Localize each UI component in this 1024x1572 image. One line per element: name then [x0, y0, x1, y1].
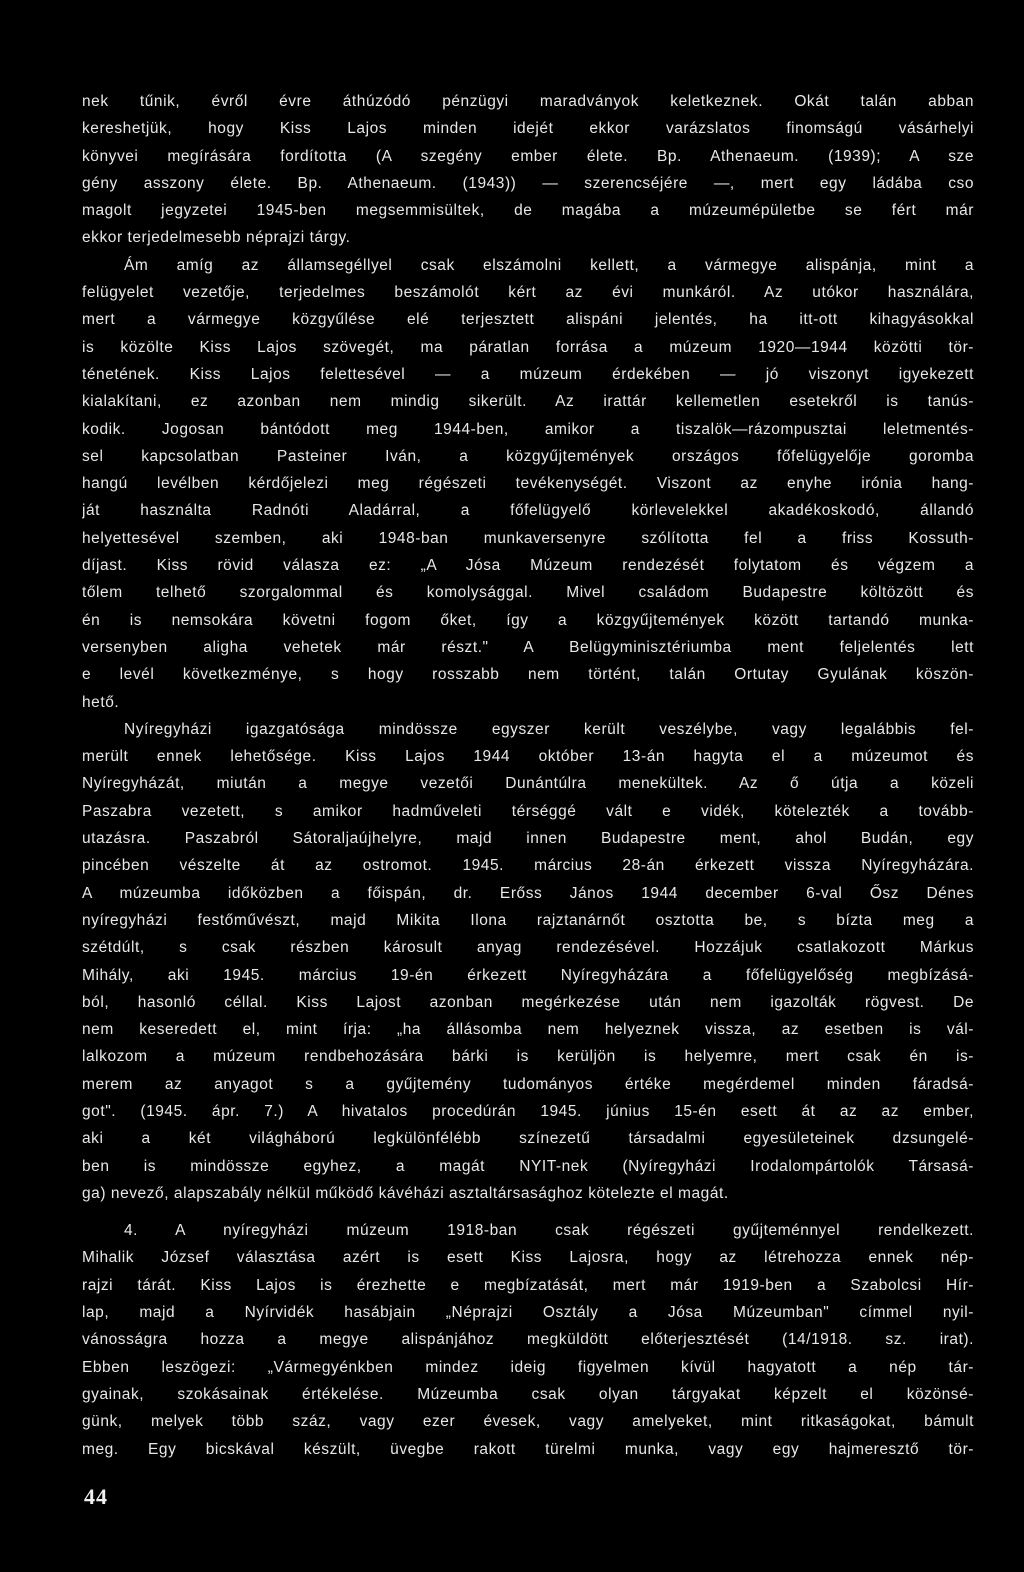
text-line: helyettesével szemben, aki 1948-ban munkaversenyre szólította fel a friss Kossuth-	[82, 529, 974, 547]
text-line: ténetének. Kiss Lajos felettesével — a múzeum érdekében — jó viszonyt igyekezett	[82, 365, 974, 383]
text-line: gyainak, szokásainak értékelése. Múzeumba csak olyan tárgyakat képzelt el közönsé-	[82, 1385, 974, 1403]
text-line: Mihály, aki 1945. március 19-én érkezett Nyíregyházára a főfelügyelőség megbízásá-	[82, 966, 974, 984]
text-line: merült ennek lehetősége. Kiss Lajos 1944 október 13-án hagyta el a múzeumot és	[82, 748, 974, 766]
text-line: hangú levélben kérdőjelezi meg régészeti tevékenységét. Viszont az enyhe irónia hang-	[82, 475, 974, 493]
text-line: gény asszony élete. Bp. Athenaeum. (1943)) — szerencséjére —, mert egy ládába cso	[82, 174, 974, 192]
text-line: vánosságra hozza a megye alispánjához megküldött előterjesztését (14/1918. sz. irat).	[82, 1331, 974, 1349]
text-line: felügyelet vezetője, terjedelmes beszámolót kért az évi munkáról. Az utókor használára,	[82, 284, 974, 302]
text-line: díjast. Kiss rövid válasza ez: „A Jósa Múzeum rendezését folytatom és végzem a	[82, 557, 974, 575]
text-line: én is nemsokára követni fogom őket, így a közgyűjtemények között tartandó munka-	[82, 611, 974, 629]
text-line: Paszabra vezetett, s amikor hadműveleti térséggé vált e vidék, kötelezték a tovább-	[82, 802, 974, 820]
text-line: ben is mindössze egyhez, a magát NYIT-nek (Nyíregyházi Irodalompártolók Társasá-	[82, 1157, 974, 1175]
text-line: meg. Egy bicskával készült, üvegbe rakott türelmi munka, vagy egy hajmeresztő tör-	[82, 1440, 974, 1458]
paragraph-3	[82, 716, 974, 1207]
text-line: ga) nevező, alapszabály nélkül működő kávéházi asztaltársasághoz kötelezte el magát.	[82, 1184, 729, 1202]
text-line: günk, melyek több száz, vagy ezer évesek, vagy amelyeket, mint ritkaságokat, bámult	[82, 1413, 974, 1431]
text-line: merem az anyagot s a gyűjtemény tudományos értéke megérdemel minden fáradsá-	[82, 1075, 974, 1093]
text-line: mert a vármegye közgyűlése elé terjesztett alispáni jelentés, ha itt-ott kihagyásokkal	[82, 311, 974, 329]
text-line: sel kapcsolatban Pasteiner Iván, a közgyűjtemények országos főfelügyelője goromba	[82, 447, 974, 465]
text-line: Nyíregyházi igazgatósága mindössze egyszer került veszélybe, vagy legalábbis fel-	[124, 720, 974, 738]
text-line: nek tűnik, évről évre áthúzódó pénzügyi maradványok keletkeznek. Okát talán abban	[82, 93, 974, 110]
text-line: kodik. Jogosan bántódott meg 1944-ben, amikor a tiszalök—rázompusztai leletmentés-	[82, 420, 974, 438]
text-line: Ám amíg az államsegéllyel csak elszámolni kellett, a vármegye alispánja, mint a	[124, 256, 974, 274]
text-line: 4. A nyíregyházi múzeum 1918-ban csak régészeti gyűjteménnyel rendelkezett.	[124, 1222, 974, 1240]
paragraph-2	[82, 252, 974, 716]
text-line: rajzi tárát. Kiss Lajos is érezhette e megbízatását, mert már 1919-ben a Szabolcsi Hír-	[82, 1276, 974, 1294]
text-line: Ebben leszögezi: „Vármegyénkben mindez ideig figyelmen kívül hagyatott a nép tár-	[82, 1358, 974, 1376]
text-line: nem keseredett el, mint írja: „ha állásomba nem helyeznek vissza, az esetben is vál-	[82, 1021, 974, 1039]
text-line: nyíregyházi festőművészt, majd Mikita Ilona rajztanárnőt osztotta be, s bízta meg a	[82, 911, 974, 929]
text-line: versenyben aligha vehetek már részt." A Belügyminisztériumba ment feljelentés lett	[82, 638, 974, 656]
paragraph-1	[82, 88, 974, 252]
text-line: kereshetjük, hogy Kiss Lajos minden idejét ekkor varázslatos finomságú vásárhelyi	[82, 120, 974, 138]
text-line: got". (1945. ápr. 7.) A hivatalos procedúrán 1945. június 15-én esett át az az ember,	[82, 1102, 974, 1120]
paragraph-4	[82, 1217, 974, 1463]
text-line: utazásra. Paszabról Sátoraljaújhelyre, majd innen Budapestre ment, ahol Budán, egy	[82, 830, 974, 848]
text-line: ból, hasonló céllal. Kiss Lajost azonban megérkezése után nem igazolták rögvest. De	[82, 993, 974, 1011]
text-line: könyvei megírására fordította (A szegény ember élete. Bp. Athenaeum. (1939); A sze	[82, 147, 974, 165]
page-number: 44	[84, 1484, 108, 1509]
text-line: is közölte Kiss Lajos szövegét, ma páratlan forrása a múzeum 1920—1944 közötti tör-	[82, 338, 974, 356]
text-line: pincében vészelte át az ostromot. 1945. március 28-án érkezett vissza Nyíregyházára.	[82, 857, 974, 875]
text-line: tőlem telhető szorgalommal és komolysággal. Mivel családom Budapestre költözött és	[82, 584, 974, 602]
text-line: szétdúlt, s csak részben károsult anyag rendezésével. Hozzájuk csatlakozott Márkus	[82, 939, 974, 957]
text-line: e levél következménye, s hogy rosszabb nem történt, talán Ortutay Gyulának köszön-	[82, 666, 974, 684]
text-line: ját használta Radnóti Aladárral, a főfelügyelő körlevelekkel akadékoskodó, állandó	[82, 502, 974, 520]
text-line: Mihalik József választása azért is esett Kiss Lajosra, hogy az létrehozza ennek nép-	[82, 1249, 974, 1267]
text-line: lalkozom a múzeum rendbehozására bárki is kerüljön is helyemre, mert csak én is-	[82, 1048, 974, 1066]
text-line: kialakítani, ez azonban nem mindig sikerült. Az irattár kellemetlen esetekről is tanús-	[82, 393, 974, 411]
text-line: A múzeumba időközben a főispán, dr. Erőss János 1944 december 6-val Ősz Dénes	[82, 884, 974, 902]
section-gap	[82, 1207, 974, 1217]
text-line: lap, majd a Nyírvidék hasábjain „Néprajzi Osztály a Jósa Múzeumban" címmel nyil-	[82, 1304, 974, 1322]
text-line: ekkor terjedelmesebb néprajzi tárgy.	[82, 229, 351, 247]
text-line: magolt jegyzetei 1945-ben megsemmisültek, de magába a múzeumépületbe se fért már	[82, 202, 974, 220]
text-line: hető.	[82, 693, 120, 711]
page-body	[82, 88, 974, 1463]
text-line: aki a két világháború legkülönfélébb színezetű társadalmi egyesületeinek dzsungelé-	[82, 1130, 974, 1148]
text-line: Nyíregyházát, miután a megye vezetői Dunántúlra menekültek. Az ő útja a közeli	[82, 775, 974, 793]
